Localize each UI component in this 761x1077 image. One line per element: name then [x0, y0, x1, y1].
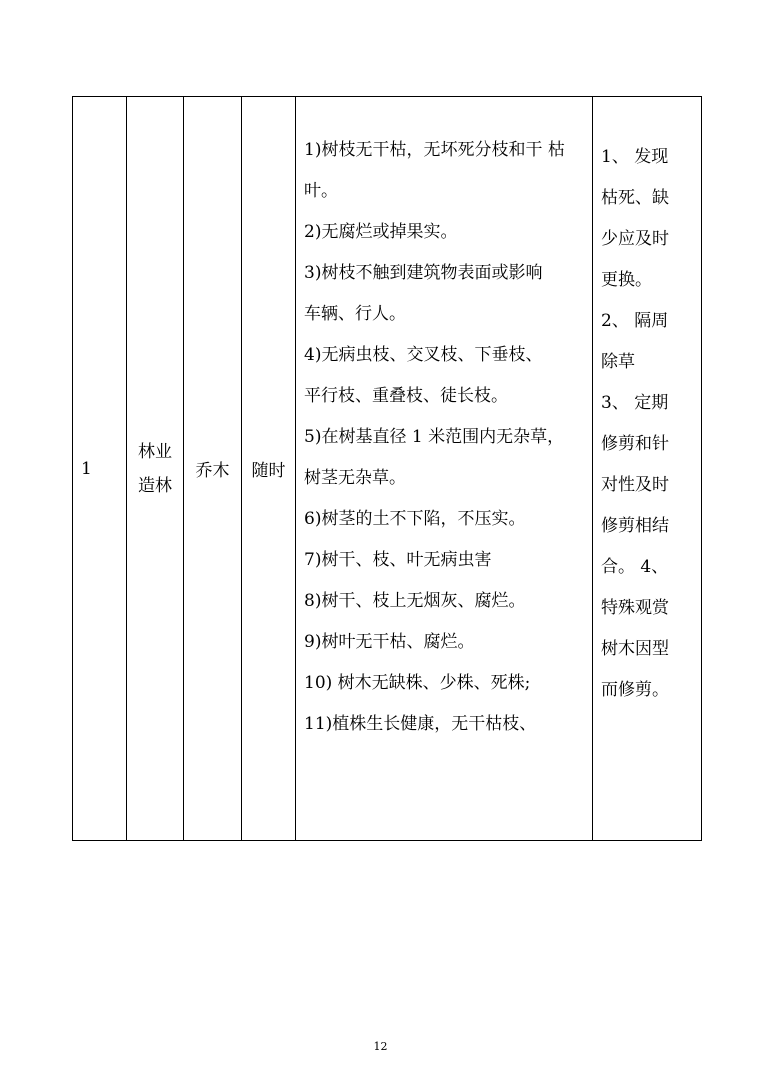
measure-line: 3、 定期: [601, 392, 669, 413]
category-line: 造林: [138, 475, 172, 496]
standard-line: 车辆、行人。: [304, 304, 406, 324]
measure-line: 更换。: [601, 269, 652, 290]
category-line: 林业: [138, 441, 172, 462]
measure-line: 而修剪。: [601, 679, 669, 700]
row-number-cell: [73, 97, 127, 841]
category-text: [138, 435, 172, 503]
measures-cell: [593, 97, 702, 841]
standard-line: 8)树干、枝上无烟灰、腐烂。: [304, 591, 526, 611]
measure-line: 少应及时: [601, 228, 669, 249]
standard-line: 4)无病虫枝、交叉枝、下垂枝、: [304, 345, 543, 365]
standard-line: 7)树干、枝、叶无病虫害: [304, 550, 492, 570]
plant-type: 乔木: [195, 461, 230, 481]
standards-list: [296, 130, 592, 807]
measure-line: 对性及时: [601, 474, 669, 495]
standard-line: 11)植株生长健康，无干枯枝、: [304, 714, 537, 734]
measure-line: 修剪相结: [601, 515, 669, 536]
measure-line: 1、 发现: [601, 146, 669, 167]
frequency: 随时: [251, 461, 286, 481]
page-number: 12: [373, 1040, 388, 1053]
row-number: 1: [81, 458, 92, 479]
standard-line: 1)树枝无干枯，无坏死分枝和干 枯: [304, 140, 565, 160]
standard-line: 9)树叶无干枯、腐烂。: [304, 632, 475, 652]
plant-type-cell: [184, 97, 242, 841]
frequency-cell: [242, 97, 296, 841]
standard-line: 6)树茎的土不下陷，不压实。: [304, 509, 526, 529]
measure-line: 修剪和针: [601, 433, 669, 454]
measures-text: [593, 137, 701, 801]
category-cell: [127, 97, 184, 841]
measure-line: 枯死、缺: [601, 187, 669, 208]
measure-line: 除草: [601, 351, 635, 372]
standard-line: 10) 树木无缺株、少株、死株;: [304, 673, 531, 693]
standard-line: 树茎无杂草。: [304, 468, 406, 488]
standard-line: 5)在树基直径 1 米范围内无杂草，: [304, 427, 565, 447]
measure-line: 特殊观赏: [601, 597, 669, 618]
measure-line: 2、 隔周: [601, 310, 669, 331]
standard-line: 平行枝、重叠枝、徒长枝。: [304, 386, 508, 406]
standards-cell: [296, 97, 593, 841]
standard-line: 3)树枝不触到建筑物表面或影响: [304, 263, 543, 283]
standard-line: 2)无腐烂或掉果实。: [304, 222, 458, 242]
maintenance-standards-table: [72, 96, 702, 841]
standard-line: 叶。: [304, 181, 338, 201]
measure-line: 树木因型: [601, 638, 669, 659]
table-row: [73, 97, 702, 841]
measure-line: 合。 4、: [601, 556, 669, 577]
